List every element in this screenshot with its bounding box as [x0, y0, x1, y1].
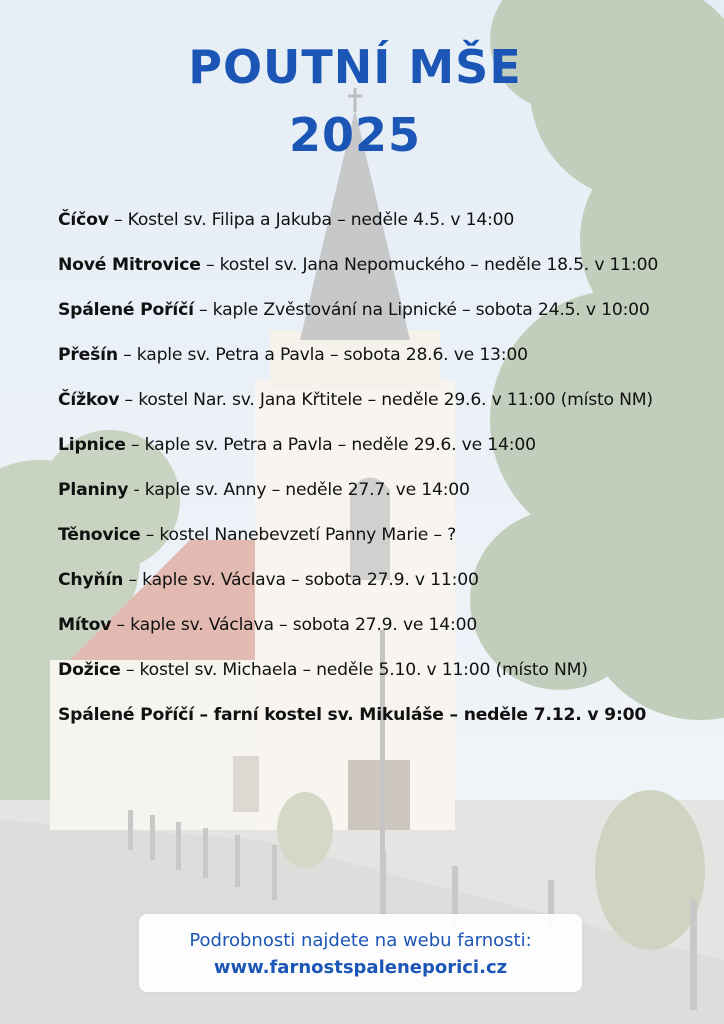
place-name: Nové Mitrovice	[58, 255, 201, 275]
page-year: 2025	[288, 108, 422, 162]
list-item	[58, 570, 708, 615]
list-item	[58, 345, 708, 390]
mass-details: – kostel sv. Michaela – neděle 5.10. v 11:00 (místo NM)	[120, 660, 588, 680]
footer-info-box	[139, 914, 582, 992]
list-item	[58, 390, 708, 435]
mass-schedule-list	[58, 210, 708, 750]
list-item	[58, 660, 708, 705]
footer-text: Podrobnosti najdete na webu farnosti:	[189, 930, 532, 951]
list-item	[58, 210, 708, 255]
mass-details: – kaple Zvěstování na Lipnické – sobota 24.5. v 10:00	[193, 300, 650, 320]
list-item	[58, 300, 708, 345]
place-name: Lipnice	[58, 435, 126, 455]
place-name: Planiny	[58, 480, 129, 500]
mass-details: – kaple sv. Petra a Pavla – sobota 28.6. ve 13:00	[117, 345, 528, 365]
mass-details: – kaple sv. Václava – sobota 27.9. ve 14:00	[111, 615, 478, 635]
mass-details: – kostel sv. Jana Nepomuckého – neděle 18.5. v 11:00	[200, 255, 659, 275]
mass-details: – Kostel sv. Filipa a Jakuba – neděle 4.5. v 14:00	[108, 210, 515, 230]
place-name: Přešín	[58, 345, 118, 365]
mass-details: – kostel Nanebevzetí Panny Marie – ?	[140, 525, 457, 545]
place-name: Těnovice	[58, 525, 141, 545]
list-item	[58, 525, 708, 570]
list-item	[58, 435, 708, 480]
mass-details: – farní kostel sv. Mikuláše – neděle 7.12. v 9:00	[193, 705, 647, 725]
parish-website-link[interactable]: www.farnostspaleneporici.cz	[213, 957, 508, 978]
list-item	[58, 480, 708, 525]
place-name: Spálené Poříčí	[58, 300, 194, 320]
list-item-highlighted	[58, 705, 708, 750]
mass-details: – kaple sv. Petra a Pavla – neděle 29.6. ve 14:00	[125, 435, 536, 455]
list-item	[58, 255, 708, 300]
place-name: Mítov	[58, 615, 112, 635]
mass-details: - kaple sv. Anny – neděle 27.7. ve 14:00	[128, 480, 470, 500]
list-item	[58, 615, 708, 660]
place-name: Dožice	[58, 660, 121, 680]
mass-details: – kostel Nar. sv. Jana Křtitele – neděle 29.6. v 11:00 (místo NM)	[119, 390, 653, 410]
place-name: Chyňín	[58, 570, 124, 590]
place-name: Číčov	[58, 210, 109, 230]
mass-details: – kaple sv. Václava – sobota 27.9. v 11:00	[123, 570, 479, 590]
page-title: POUTNÍ MŠE	[188, 40, 522, 94]
place-name: Spálené Poříčí	[58, 705, 194, 725]
place-name: Čížkov	[58, 390, 120, 410]
